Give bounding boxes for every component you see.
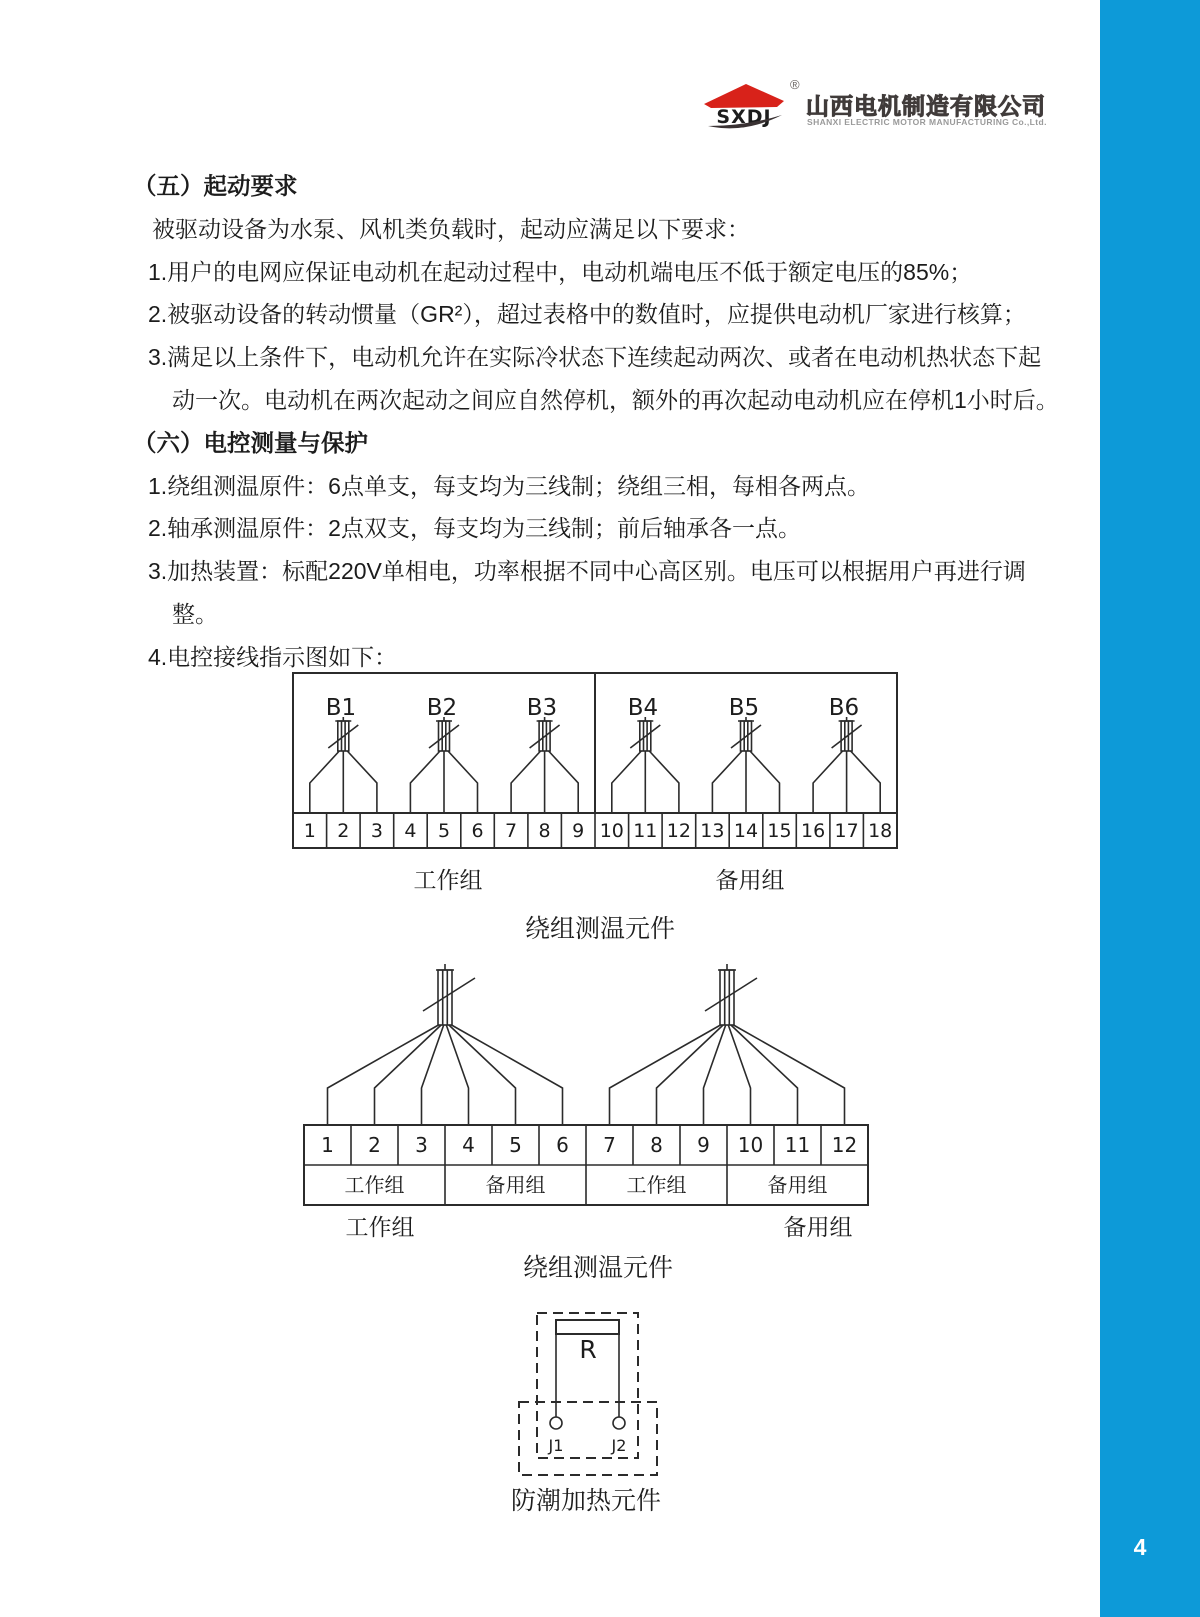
probe-wires [712,751,779,813]
registered-mark: ® [790,77,800,92]
group-cell-label: 备用组 [767,1173,828,1197]
terminal-number: 2 [337,820,350,842]
section-5-intro: 被驱动设备为水泵、风机类负载时，起动应满足以下要求： [152,215,750,242]
group-cell-label: 工作组 [344,1173,405,1197]
terminal-number: 4 [404,820,417,842]
resistor-symbol [556,1320,619,1334]
section-5-item-3: 3.满足以上条件下，电动机允许在实际冷状态下连续起动两次、或者在电动机热状态下起 [148,344,1042,371]
company-name-en: SHANXI ELECTRIC MOTOR MANUFACTURING Co.,Ltd. [807,117,1047,127]
probe-wires [410,751,477,813]
section-5-item-1: 1.用户的电网应保证电动机在起动过程中，电动机端电压不低于额定电压的85%； [148,258,973,285]
diagram-caption: 防潮加热元件 [510,1486,662,1515]
probe-wires [612,751,679,813]
diagram-caption: 绕组测温元件 [522,1253,674,1282]
probe-wires [610,1025,845,1125]
temp-probe-icon [423,964,475,1025]
terminal-label-j2: J2 [611,1436,627,1455]
terminal-number: 5 [437,820,451,842]
temp-probe-icon [705,964,757,1025]
group-label-working: 工作组 [413,868,483,894]
sensor-label: B6 [828,695,860,721]
section-6-heading: （六）电控测量与保护 [133,429,368,456]
terminal-number: 15 [767,820,792,842]
terminal-label-j1: J1 [548,1436,564,1455]
section-6-item-1: 1.绕组测温原件：6点单支，每支均为三线制；绕组三相，每相各两点。 [148,472,870,499]
terminal-number: 2 [368,1133,381,1157]
section-6-item-3: 3.加热装置：标配220V单相电，功率根据不同中心高区别。电压可以根据用户再进行调 [148,558,1026,585]
group-label-working: 工作组 [345,1215,415,1241]
terminal-number: 14 [733,820,759,842]
company-logo-icon [700,82,788,138]
terminal-number: 17 [834,820,859,842]
terminal-number: 7 [505,820,518,842]
company-name-cn: 山西电机制造有限公司 [806,93,1046,119]
terminal-number: 5 [509,1133,522,1157]
sensor-label: B3 [526,695,558,721]
sensor-label: B4 [627,695,659,721]
probe-wires [511,751,578,813]
logo-abbr: SXDJ [716,106,772,128]
terminal-number: 10 [599,820,624,842]
section-5-heading: （五）起动要求 [133,173,298,199]
section-6-item-2: 2.轴承测温原件：2点双支，每支均为三线制；前后轴承各一点。 [148,515,801,542]
heater-diagram [480,1290,720,1520]
sensor-label: B2 [426,695,458,721]
resistor-label: R [579,1335,597,1364]
winding-temp-diagram-18 [280,645,910,955]
sensor-label: B1 [325,695,357,721]
sensor-label: B5 [728,695,760,721]
temp-probe-icon [832,717,862,751]
terminal-number: 16 [801,820,826,842]
temp-probe-icon [328,717,358,751]
logo-roof-shape [704,84,784,108]
terminal-number: 9 [572,820,585,842]
terminal-number: 6 [556,1133,569,1157]
temp-probe-icon [429,717,459,751]
section-6-item-4: 4.电控接线指示图如下： [148,643,398,670]
group-label-backup: 备用组 [783,1215,853,1241]
group-cell-label: 工作组 [626,1173,687,1197]
terminal-number: 7 [603,1133,616,1157]
terminal-number: 9 [697,1133,710,1157]
terminal-number: 8 [650,1133,663,1157]
terminal-number: 1 [303,820,316,842]
probe-wires [813,751,880,813]
terminal-number: 13 [700,820,725,842]
body-text [0,165,1100,679]
terminal-circle-j1 [550,1417,562,1429]
terminal-number: 4 [462,1133,475,1157]
terminal-circle-j2 [613,1417,625,1429]
terminal-number: 3 [370,820,383,842]
probe-wires [310,751,377,813]
terminal-number: 12 [831,1133,858,1157]
probe-wires [328,1025,563,1125]
terminal-box-dashed [519,1402,657,1475]
section-5-item-2: 2.被驱动设备的转动惯量（GR²），超过表格中的数值时，应提供电动机厂家进行核算； [148,301,1026,328]
temp-probe-icon [731,717,761,751]
group-cell-label: 备用组 [485,1173,546,1197]
terminal-number: 18 [868,820,893,842]
terminal-number: 12 [666,820,691,842]
temp-probe-icon [630,717,660,751]
terminal-number: 3 [415,1133,428,1157]
page-number: 4 [1133,1534,1147,1560]
group-label-backup: 备用组 [715,868,785,894]
terminal-number: 1 [321,1133,334,1157]
terminal-number: 8 [538,820,551,842]
terminal-number: 6 [471,820,484,842]
diagram-caption: 绕组测温元件 [524,914,676,943]
temp-probe-icon [530,717,560,751]
winding-temp-diagram-12 [280,938,910,1293]
page-edge-bar [1100,0,1200,1617]
terminal-number: 10 [737,1133,764,1157]
terminal-number: 11 [784,1133,811,1157]
section-5-item-3-cont: 动一次。电动机在两次起动之间应自然停机，额外的再次起动电动机应在停机1小时后。 [172,386,1059,413]
terminal-number: 11 [633,820,658,842]
section-6-item-3-cont: 整。 [172,600,218,627]
